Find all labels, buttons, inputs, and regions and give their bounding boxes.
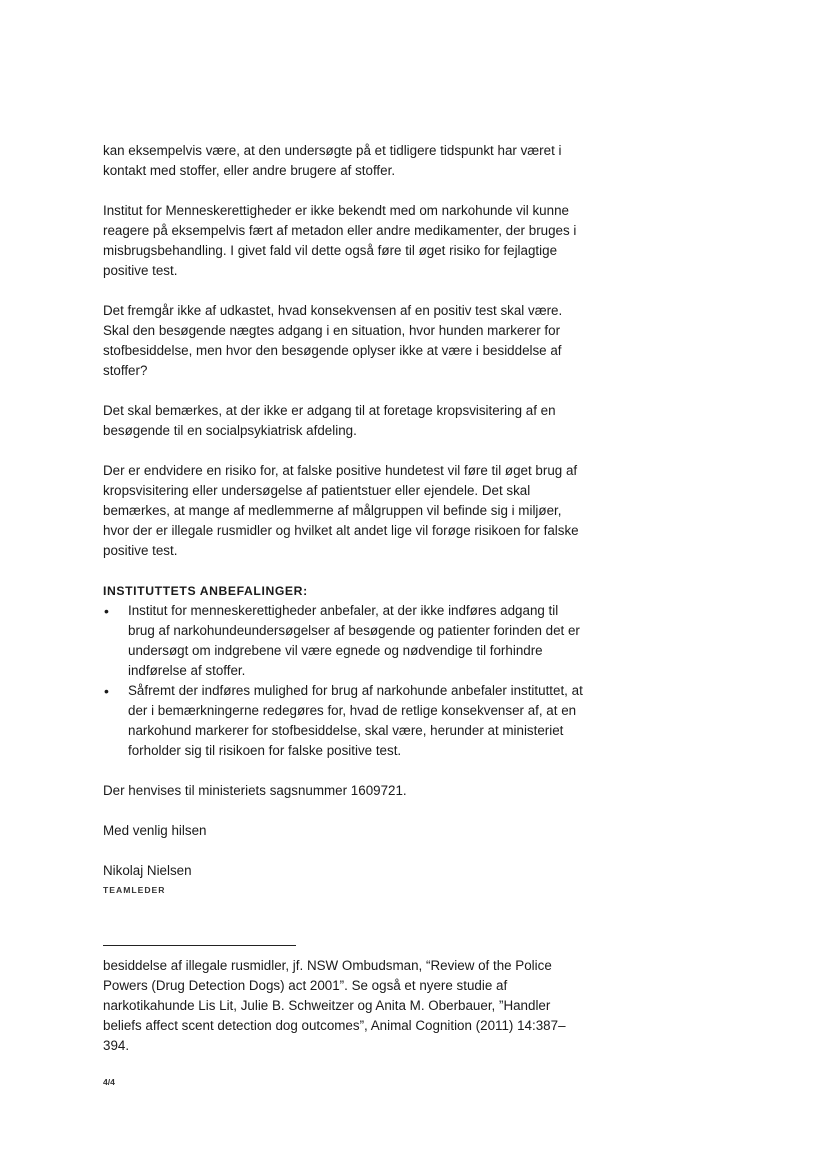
body-text [103, 141, 583, 897]
recommendation-text-2: Såfremt der indføres mulighed for brug af narkohunde anbefaler instituttet, at der i bemærkningerne redegøres for, hvad de retlige konsekvenser af, at en narkohund markerer for stofbesiddelse, skal være, herunder at ministeriet forholder sig til risikoen for falske positive test. [128, 683, 583, 758]
recommendation-item-1 [103, 601, 583, 681]
footnote-text: besiddelse af illegale rusmidler, jf. NSW Ombudsman, “Review of the Police Powers (Drug Detection Dogs) act 2001”. Se også et nyere studie af narkotikahunde Lis Lit, Julie B. Schweitzer og Anita M. Oberbauer, ”Handler beliefs affect scent detection dog outcomes”, Animal Cognition (2011) 14:387–394. [103, 958, 566, 1053]
paragraph-3: Det fremgår ikke af udkastet, hvad konsekvensen af en positiv test skal være. Skal den besøgende nægtes adgang i en situation, hvor hunden markerer for stofbesiddelse, men hvor den besøgende oplyser ikke at være i besiddelse af stoffer? [103, 303, 563, 378]
bullet-icon: • [104, 603, 109, 619]
paragraph-5: Der er endvidere en risiko for, at falske positive hundetest vil føre til øget brug af kropsvisitering eller undersøgelse af patientstuer eller ejendele. Det skal bemærkes, at mange af medlemmerne af målgruppen vil befinde sig i miljøer, hvor der er illegale rusmidler og hvilket alt andet lige vil forøge risikoen for falske positive test. [103, 463, 579, 558]
recommendations-list [103, 601, 583, 761]
case-reference: Der henvises til ministeriets sagsnummer 1609721. [103, 783, 407, 798]
page-number: 4/4 [103, 1077, 115, 1087]
footnote-divider [103, 945, 296, 946]
bullet-icon: • [104, 683, 109, 699]
signer-name: Nikolaj Nielsen [103, 863, 192, 878]
closing-salutation: Med venlig hilsen [103, 823, 207, 838]
signer-title: TEAMLEDER [103, 885, 166, 895]
paragraph-4: Det skal bemærkes, at der ikke er adgang til at foretage kropsvisitering af en besøgende til en socialpsykiatrisk afdeling. [103, 403, 556, 438]
recommendations-heading: INSTITUTTETS ANBEFALINGER: [103, 584, 308, 598]
paragraph-2: Institut for Menneskerettigheder er ikke bekendt med om narkohunde vil kunne reagere på eksempelvis fært af metadon eller andre medikamenter, der bruges i misbrugsbehandling. I givet fald vil dette også føre til øget risiko for fejlagtige positive test. [103, 203, 577, 278]
recommendation-item-2 [103, 681, 583, 761]
paragraph-1: kan eksempelvis være, at den undersøgte på et tidligere tidspunkt har været i kontakt med stoffer, eller andre brugere af stoffer. [103, 143, 562, 178]
recommendation-text-1: Institut for menneskerettigheder anbefaler, at der ikke indføres adgang til brug af narkohundeundersøgelser af besøgende og patienter forinden det er undersøgt om indgrebene vil være egnede og nødvendige til forhindre indførelse af stoffer. [128, 603, 580, 678]
